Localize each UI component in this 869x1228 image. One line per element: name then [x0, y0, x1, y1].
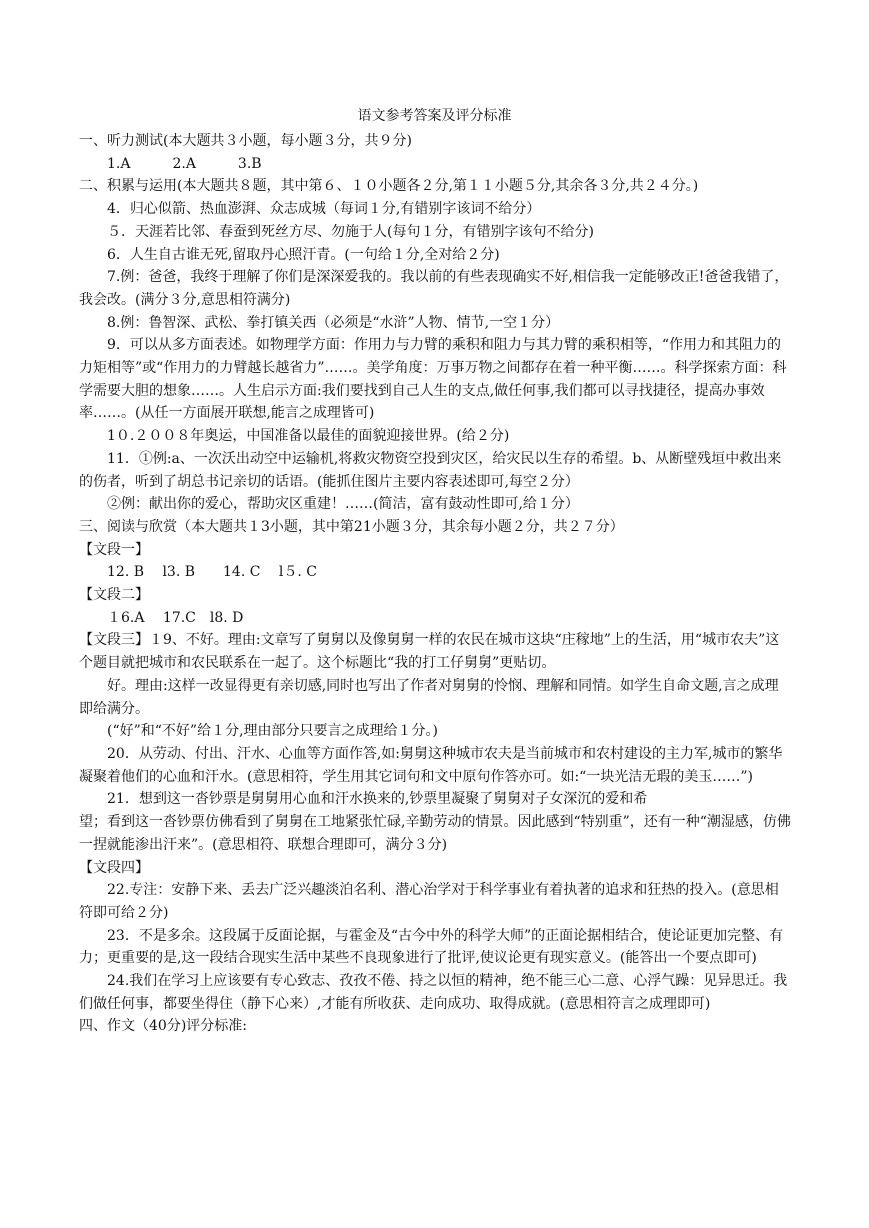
text-line: 好。理由:这样一改显得更有亲切感,同时也写出了作者对舅舅的怜悯、理解和同情。如学生自命文题,言之成理即给满分。 [79, 677, 779, 717]
text-line: 四、作文（40分)评分标准: [79, 1018, 247, 1035]
text-line: 4．归心似箭、热血澎湃、众志成城（每词１分,有错别字该词不给分） [107, 201, 541, 218]
text-line: 8.例：鲁智深、武松、拳打镇关西（必须是“水浒”人物、情节,一空１分） [107, 314, 560, 331]
text-line: 望；看到这一沓钞票仿佛看到了舅舅在工地紧张忙碌,辛勤劳动的情景。因此感到“特别重”，还有一种“潮湿感，仿佛一捏就能渗出汗来”。(意思相符、联想合理即可，满分３分) [79, 814, 791, 853]
text-line: 7.例：爸爸，我终于理解了你们是深深爱我的。我以前的有些表现确实不好,相信我一定能够改正!爸爸我错了，我会改。(满分３分,意思相符满分) [79, 269, 789, 308]
document-body [79, 130, 791, 1038]
text-line: 1.A 2.A 3.B [107, 155, 262, 172]
text-line: 三、阅读与欣赏（本大题共１3小题，其中第21小题３分，其余每小题２分，共２７分） [79, 518, 624, 535]
text-line: ②例：献出你的爱心，帮助灾区重建！……(简洁，富有鼓动性即可,给１分） [107, 496, 579, 513]
text-line: 二、积累与运用(本大题共８题，其中第６、１０小题各２分,第１１小题５分,其余各３分,共２４分。) [79, 178, 699, 195]
text-line: 12. B l3. B 14. C l５. C [107, 564, 317, 581]
text-line: 21．想到这一沓钞票是舅舅用心血和汗水换来的,钞票里凝聚了舅舅对子女深沉的爱和希 [107, 791, 648, 808]
text-line: 20．从劳动、付出、汗水、心血等方面作答,如:舅舅这种城市农夫是当前城市和农村建设的主力军,城市的繁华凝聚着他们的心血和汗水。(意思相符，学生用其它词句和文中原句作答亦可。如:“一块光洁无瑕的美玉……”) [79, 745, 783, 785]
text-line: 【文段三】１9、不好。理由:文章写了舅舅以及像舅舅一样的农民在城市这块“庄稼地”上的生活，用“城市农夫”这个题目就把城市和农民联系在一起了。这个标题比“我的打工仔舅舅”更贴切。 [79, 632, 780, 672]
text-line: (“好”和“不好”给１分,理由部分只要言之成理给１分。) [107, 723, 439, 740]
text-line: 【文段二】 [79, 587, 149, 604]
text-line: 6．人生自古谁无死,留取丹心照汗青。(一句给１分,全对给２分) [107, 246, 500, 263]
text-line: 1０.２００８年奥运，中国准备以最佳的面貌迎接世界。(给２分) [107, 428, 510, 445]
text-line: 22.专注：安静下来、丢去广泛兴趣淡泊名利、潜心治学对于科学事业有着执著的追求和狂热的投入。(意思相符即可给２分) [79, 882, 779, 921]
text-line: 11．①例:a、一次沃出动空中运输机,将救灾物资空投到灾区，给灾民以生存的希望。b、从断壁残垣中救出来的伤者，听到了胡总书记亲切的话语。(能抓住图片主要内容表述即可,每空２分） [79, 450, 782, 490]
document-title: 语文参考答案及评分标准 [357, 108, 512, 124]
text-line: 9．可以从多方面表述。如物理学方面：作用力与力臂的乘积和阻力与其力臂的乘积相等，“作用力和其阻力的力矩相等”或“作用力的力臂越长越省力”……。美学角度：万事万物之间都存在着一种平衡……。科学探索方面：科学需要大胆的想象……。人生启示方面:我们要找到自己人生的支点,做任何事,我们都可以寻找捷径，提高办事效率……。(从任一方面展开联想,能言之成理皆可) [79, 337, 787, 422]
text-line: 23．不是多余。这段属于反面论据，与霍金及“古今中外的科学大师”的正面论据相结合，使论证更加完整、有力；更重要的是,这一段结合现实生活中某些不良现象进行了批评,使议论更有现实意义。(能答出一个要点即可) [79, 927, 784, 967]
text-line: 一、听力测试(本大题共３小题，每小题３分，共９分) [79, 133, 412, 149]
text-line: 【文段一】 [79, 541, 149, 558]
text-line: 【文段四】 [79, 859, 149, 876]
text-line: ５．天涯若比邻、春蚕到死丝方尽、勿施于人(每句１分，有错别字该句不给分) [107, 223, 594, 240]
text-line: １6.A 17.C l8. D [107, 609, 244, 626]
text-line: 24.我们在学习上应该要有专心致志、孜孜不倦、持之以恒的精神，绝不能三心二意、心浮气躁：见异思迁。我们做任何事，都要坐得住（静下心来）,才能有所收获、走向成功、取得成就。(意思相符言之成理即可) [79, 973, 788, 1012]
